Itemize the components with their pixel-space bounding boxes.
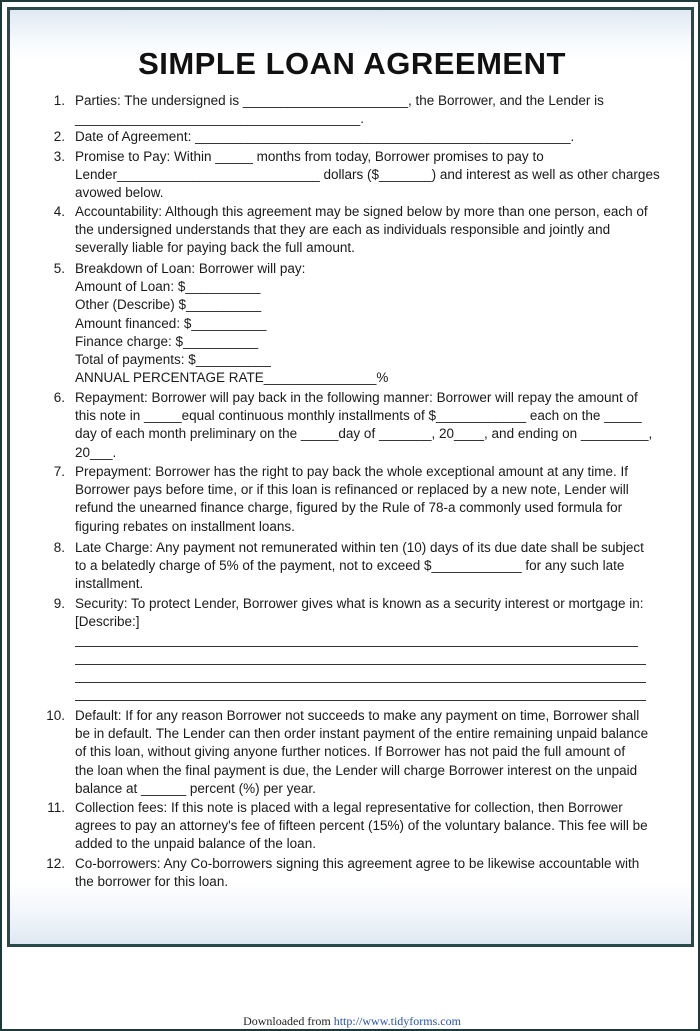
clause-line: avowed below. <box>75 185 164 201</box>
clause-number: 8. <box>53 540 65 555</box>
clause-line: severally liable for paying back the full amount. <box>75 240 355 256</box>
security-description-blank-line[interactable] <box>75 645 638 647</box>
clause-line: the borrower for this loan. <box>75 874 229 890</box>
clause-line: day of each month preliminary on the _____day of _______, 20____, and ending on _________, <box>75 426 653 442</box>
clause-line: Accountability: Although this agreement may be signed below by more than one person, each of <box>75 204 648 219</box>
clause-line: Late Charge: Any payment not remunerated within ten (10) days of its due date shall be subject <box>75 540 644 555</box>
clause-line: Prepayment: Borrower has the right to pay back the whole exceptional amount at any time. If <box>75 464 629 479</box>
clause-line: ANNUAL PERCENTAGE RATE_______________% <box>75 370 389 386</box>
clause-line: ______________________________________. <box>75 111 365 127</box>
clause-line: agrees to pay an attorney's fee of fifteen percent (15%) of the voluntary balance. This fee will be <box>75 818 648 834</box>
clause-line: figuring rebates on installment loans. <box>75 518 295 534</box>
clause-number: 2. <box>53 129 65 144</box>
clause-line: Borrower pays before time, or if this loan is refinanced or replaced by a new note, Lender will <box>75 482 629 498</box>
clause-line: the undersigned understands that they are each as individuals responsible and jointly and <box>75 222 611 238</box>
clause-line: be in default. The Lender can then order instant payment of the entire remaining unpaid balance <box>75 726 649 742</box>
clause-line: Collection fees: If this note is placed with a legal representative for collection, then Borrower <box>75 800 623 815</box>
clause-number: 9. <box>53 596 65 611</box>
clause-line: Total of payments: $__________ <box>75 352 271 367</box>
clause-number: 3. <box>53 149 65 164</box>
clause-line: Repayment: Borrower will pay back in the following manner: Borrower will repay the amount of <box>75 390 638 405</box>
clause-line: Amount of Loan: $__________ <box>75 279 261 295</box>
clause-line: Security: To protect Lender, Borrower gives what is known as a security interest or mortgage in: <box>75 596 644 611</box>
clause-line: refund the unearned finance charge, figured by the Rule of 78-a commonly used formula for <box>75 500 623 516</box>
document-title: SIMPLE LOAN AGREEMENT <box>138 46 566 81</box>
clause-number: 11. <box>47 800 65 815</box>
clause-number: 12. <box>46 856 65 871</box>
clause-line: to a belatedly charge of 5% of the payment, not to exceed $____________ for any such late <box>75 558 625 574</box>
security-description-blank-line[interactable] <box>75 681 646 683</box>
clause-line: the loan when the final payment is due, the Lender will charge Borrower interest on the unpaid <box>75 762 638 778</box>
security-description-blank-line[interactable] <box>75 663 646 665</box>
clause-line: this note in _____equal continuous monthly installments of $____________ each on the _____ <box>75 408 642 424</box>
clause-number: 6. <box>53 390 65 405</box>
clause-line: Other (Describe) $__________ <box>75 297 262 313</box>
clause-number: 4. <box>53 204 65 219</box>
clause-line: Amount financed: $__________ <box>75 315 267 331</box>
clause-line: balance at ______ percent (%) per year. <box>75 780 316 796</box>
clause-line: of this loan, without giving anyone further notices. If Borrower has not paid the full amount of <box>75 744 626 760</box>
clause-line: Co-borrowers: Any Co-borrowers signing this agreement agree to be likewise accountable with <box>75 856 640 871</box>
clause-number: 1. <box>53 93 65 108</box>
security-description-blank-line[interactable] <box>75 699 646 701</box>
footer-link[interactable]: http://www.tidyforms.com <box>333 1014 461 1028</box>
clause-line: Default: If for any reason Borrower not succeeds to make any payment on time, Borrower shall <box>75 708 640 723</box>
clause-line: [Describe:] <box>75 614 140 630</box>
clause-line: Finance charge: $__________ <box>75 333 259 349</box>
clause-number: 7. <box>53 464 65 479</box>
clause-line: Lender___________________________ dollars ($_______) and interest as well as other charges <box>75 167 660 183</box>
clause-line: Promise to Pay: Within _____ months from today, Borrower promises to pay to <box>75 149 544 164</box>
clause-line: Parties: The undersigned is ______________________, the Borrower, and the Lender is <box>75 93 604 108</box>
clause-line: Date of Agreement: __________________________________________________. <box>75 129 575 144</box>
clause-number: 5. <box>53 261 65 276</box>
footer-prefix: Downloaded from <box>243 1014 334 1028</box>
clause-number: 10. <box>46 708 65 723</box>
clause-line: added to the unpaid balance of the loan. <box>75 836 316 852</box>
footer <box>2 1014 700 1029</box>
clause-line: Breakdown of Loan: Borrower will pay: <box>75 261 306 276</box>
clause-line: installment. <box>75 576 144 592</box>
clause-line: 20___. <box>75 444 117 460</box>
